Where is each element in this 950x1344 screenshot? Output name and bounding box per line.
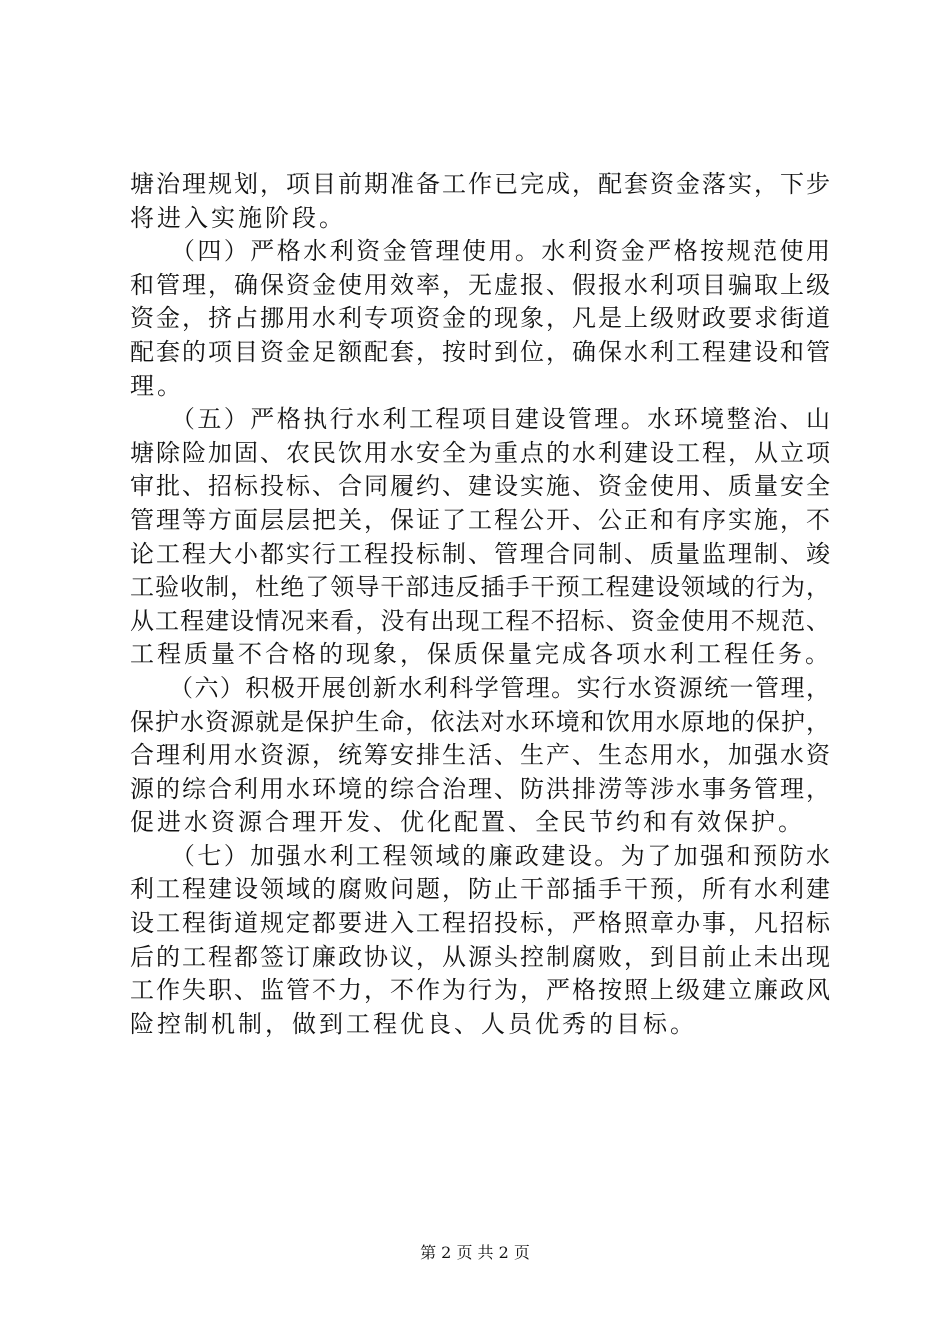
text-line: 促进水资源合理开发、优化配置、全民节约和有效保护。 [130, 808, 805, 837]
text-line: 工程质量不合格的现象，保质保量完成各项水利工程任务。 [130, 640, 832, 669]
text-line: 塘除险加固、农民饮用水安全为重点的水利建设工程，从立项 [130, 438, 830, 467]
text-line: 险控制机制，做到工程优良、人员优秀的目标。 [130, 1009, 697, 1038]
document-body [130, 168, 830, 1041]
text-line: 理。 [130, 371, 184, 400]
text-line: 审批、招标投标、合同履约、建设实施、资金使用、质量安全 [130, 472, 830, 501]
text-line: （六）积极开展创新水利科学管理。实行水资源统一管理， [130, 673, 830, 702]
text-line: 工作失职、监管不力，不作为行为，严格按照上级建立廉政风 [130, 976, 830, 1005]
text-line: 合理利用水资源，统筹安排生活、生产、生态用水，加强水资 [130, 741, 830, 770]
text-line: 源的综合利用水环境的综合治理、防洪排涝等涉水事务管理， [130, 774, 830, 803]
text-line: 和管理，确保资金使用效率，无虚报、假报水利项目骗取上级 [130, 270, 830, 299]
text-line: 配套的项目资金足额配套，按时到位，确保水利工程建设和管 [130, 337, 830, 366]
text-line: 保护水资源就是保护生命，依法对水环境和饮用水原地的保护， [130, 707, 830, 736]
text-line: 论工程大小都实行工程投标制、管理合同制、质量监理制、竣 [130, 539, 830, 568]
text-line: （四）严格水利资金管理使用。水利资金严格按规范使用 [130, 237, 830, 266]
page-number-footer: 第 2 页 共 2 页 [420, 1243, 530, 1262]
text-line: 后的工程都签订廉政协议，从源头控制腐败，到目前止未出现 [130, 942, 830, 971]
text-line: 塘治理规划，项目前期准备工作已完成，配套资金落实，下步 [130, 170, 830, 198]
text-line: （五）严格执行水利工程项目建设管理。水环境整治、山 [130, 405, 830, 434]
text-line: 管理等方面层层把关，保证了工程公开、公正和有序实施，不 [130, 505, 830, 534]
text-line: （七）加强水利工程领域的廉政建设。为了加强和预防水 [130, 841, 830, 870]
text-line: 工验收制，杜绝了领导干部违反插手干预工程建设领域的行为， [130, 573, 830, 602]
text-line: 利工程建设领域的腐败问题，防止干部插手干预，所有水利建 [130, 875, 830, 904]
text-line: 设工程街道规定都要进入工程招投标，严格照章办事，凡招标 [130, 909, 830, 938]
text-line: 将进入实施阶段。 [130, 203, 346, 232]
text-line: 从工程建设情况来看，没有出现工程不招标、资金使用不规范、 [130, 606, 830, 635]
text-line: 资金，挤占挪用水利专项资金的现象，凡是上级财政要求街道 [130, 304, 830, 333]
